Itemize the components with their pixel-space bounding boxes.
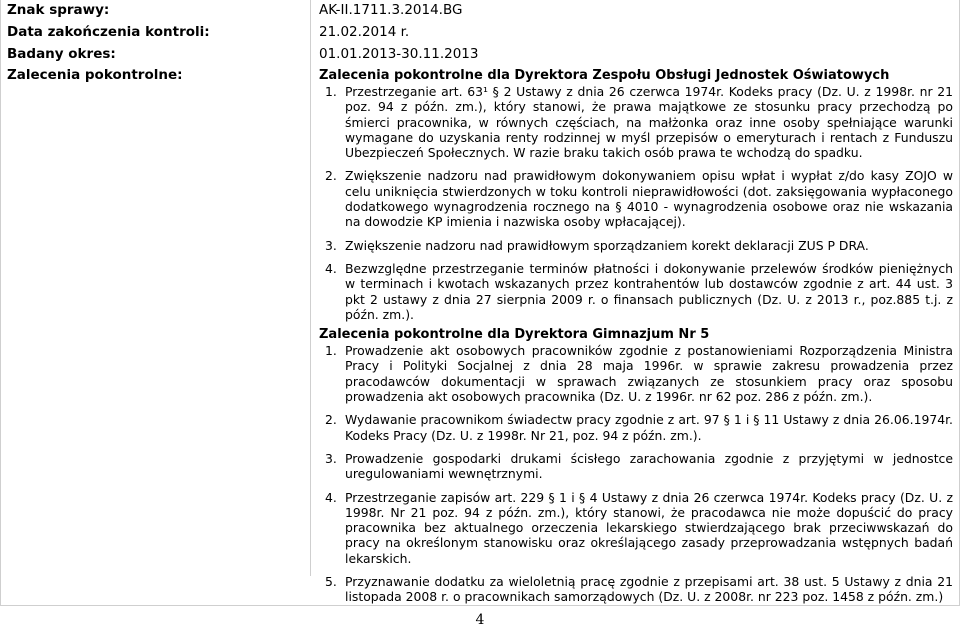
recommendation-list-gimnazjum xyxy=(319,343,953,604)
meta-row-end-date xyxy=(1,21,959,43)
page-number: 4 xyxy=(475,612,485,628)
period-label: Badany okres: xyxy=(1,43,311,65)
item-number: 4. xyxy=(325,260,337,276)
list-item xyxy=(319,84,953,160)
meta-row-period xyxy=(1,43,959,65)
item-text: Wydawanie pracownikom świadectw pracy zgodnie z art. 97 § 1 i § 11 Ustawy z dnia 26.06.1974r. Kodeks Pracy (Dz. U. z 1998r. Nr 21, poz. 94 z późn. zm.). xyxy=(345,412,953,443)
item-text: Zwiększenie nadzoru nad prawidłowym sporządzaniem korekt deklaracji ZUS P DRA. xyxy=(345,237,869,253)
list-item xyxy=(319,238,953,253)
item-text: Przestrzeganie art. 63¹ § 2 Ustawy z dnia 26 czerwca 1974r. Kodeks pracy (Dz. U. z 1998r. nr 21 poz. 94 z późn. zm.), który stanowi, że prawa majątkowe ze stosunku pracy przechodzą po śmierci pracownika, w równych częściach, na małżonka oraz inne osoby spełniające warunki wymagane do uzyskania renty rodzinnej w myśl przepisów o emeryturach i rentach z Funduszu Ubezpieczeń Społecznych. W razie braku takich osób prawa te wchodzą do spadku. xyxy=(345,84,953,161)
list-item xyxy=(319,451,953,482)
list-item xyxy=(319,574,953,605)
item-text: Przyznawanie dodatku za wieloletnią pracę zgodnie z przepisami art. 38 ust. 5 Ustawy z dnia 21 listopada 2008 r. o pracownikach samorządowych (Dz. U. z 2008r. nr 223 poz. 1458 z późn. zm.) xyxy=(345,574,953,605)
end-date-label: Data zakończenia kontroli: xyxy=(1,21,311,43)
period-value: 01.01.2013-30.11.2013 xyxy=(319,46,479,62)
list-item xyxy=(319,343,953,404)
item-text: Prowadzenie gospodarki drukami ścisłego zarachowania zgodnie z przyjętymi w jednostce uregulowaniami wewnętrznymi. xyxy=(345,450,953,482)
item-number: 3. xyxy=(325,237,337,253)
item-number: 5. xyxy=(325,574,337,590)
item-number: 1. xyxy=(325,84,337,99)
list-item xyxy=(319,412,953,443)
section-title-gimnazjum: Zalecenia pokontrolne dla Dyrektora Gimnazjum Nr 5 xyxy=(319,327,710,343)
item-number: 3. xyxy=(325,450,337,466)
section-title-zojo: Zalecenia pokontrolne dla Dyrektora Zespołu Obsługi Jednostek Oświatowych xyxy=(319,68,890,83)
item-number: 1. xyxy=(325,343,337,359)
list-item xyxy=(319,261,953,322)
end-date-value: 21.02.2014 r. xyxy=(319,24,410,40)
item-number: 4. xyxy=(325,489,337,505)
list-item xyxy=(319,168,953,229)
item-text: Zwiększenie nadzoru nad prawidłowym dokonywaniem opisu wpłat i wypłat z/do kasy ZOJO w celu uniknięcia stwierdzonych w toku kontroli nieprawidłowości (dot. zaksięgowania wypłaconego dodatkowego wynagrodzenia rocznego na § 4010 - wynagrodzenia osobowe oraz nie wskazania na dowodzie KP imienia i nazwiska osoby wpłacającej). xyxy=(345,168,953,230)
recommendations-row xyxy=(1,65,959,605)
meta-row-case-number xyxy=(1,0,959,21)
item-number: 2. xyxy=(325,412,337,428)
recommendation-list-zojo xyxy=(319,84,953,322)
item-text: Bezwzględne przestrzeganie terminów płatności i dokonywanie przelewów środków pieniężnych w terminach i kwotach wskazanych przez kontrahentów lub dostawców zgodnie z art. 44 ust. 3 pkt 2 ustawy z dnia 27 sierpnia 2009 r. o finansach publicznych (Dz. U. z 2013 r., poz.885 t.j. z późn. zm.). xyxy=(345,260,953,322)
recommendations-label: Zalecenia pokontrolne: xyxy=(1,65,311,576)
case-number-value: AK-II.1711.3.2014.BG xyxy=(319,2,463,18)
item-text: Prowadzenie akt osobowych pracowników zgodnie z postanowieniami Rozporządzenia Ministra Pracy i Polityki Socjalnej z dnia 28 maja 1996r. w sprawie zakresu prowadzenia przez pracodawców dokumentacji w sprawach związanych ze stosunkiem pracy oraz sposobu prowadzenia akt osobowych pracownika (Dz. U. z 1996r. nr 62 poz. 286 z późn. zm.). xyxy=(345,343,953,405)
item-text: Przestrzeganie zapisów art. 229 § 1 i § 4 Ustawy z dnia 26 czerwca 1974r. Kodeks pracy (Dz. U. z 1998r. Nr 21 poz. 94 z późn. zm.), który stanowi, że pracodawca nie może dopuścić do pracy pracownika bez aktualnego orzeczenia lekarskiego stwierdzającego brak przeciwwskazań do pracy na określonym stanowisku oraz określającego zasady przeprowadzania wstępnych badań lekarskich. xyxy=(345,489,953,566)
case-number-label: Znak sprawy: xyxy=(1,0,311,21)
recommendations-body xyxy=(311,65,959,605)
list-item xyxy=(319,490,953,566)
item-number: 2. xyxy=(325,168,337,184)
